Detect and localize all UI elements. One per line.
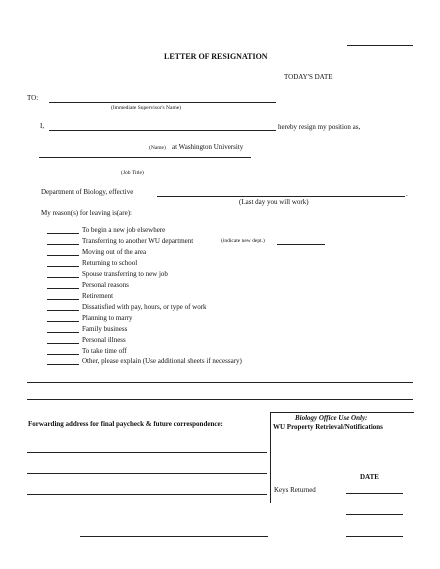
reason-item (47, 325, 347, 334)
reasons-heading: My reason(s) for leaving is(are): (41, 209, 132, 217)
to-label: TO: (27, 94, 39, 102)
reason-label: Personal illness (82, 336, 126, 344)
job-title-caption: (Job Title) (121, 170, 144, 176)
last-day-caption: (Last day you will work) (239, 198, 309, 206)
reason-checkbox-blank[interactable] (47, 364, 79, 365)
position-field[interactable] (39, 157, 251, 158)
address-line-1[interactable] (27, 452, 267, 453)
reason-label: Transferring to another WU department (82, 237, 194, 245)
reason-checkbox-blank[interactable] (47, 310, 79, 311)
employee-name-field[interactable] (49, 130, 276, 131)
reason-item (47, 347, 347, 356)
reason-label: Family business (82, 325, 128, 333)
reason-label: Planning to marry (82, 314, 133, 322)
office-date-label: DATE (360, 473, 379, 481)
supervisor-caption: (Immediate Supervisor's Name) (111, 105, 182, 111)
reason-label: Retirement (82, 292, 114, 300)
reason-label: To take time off (82, 347, 127, 355)
office-date-field-3[interactable] (346, 536, 403, 537)
department-text: Department of Biology, effective (41, 188, 134, 196)
reason-label: To begin a new job elsewhere (82, 226, 166, 234)
reason-item (47, 292, 347, 301)
signature-line[interactable] (80, 536, 268, 537)
keys-returned-label: Keys Returned (274, 486, 316, 494)
reason-checkbox-blank[interactable] (47, 332, 79, 333)
todays-date-label: TODAY'S DATE (284, 73, 333, 81)
reason-checkbox-blank[interactable] (47, 244, 79, 245)
effective-date-field[interactable] (157, 196, 405, 197)
reason-item (47, 259, 347, 268)
reason-checkbox-blank[interactable] (47, 255, 79, 256)
office-date-field-2[interactable] (346, 514, 403, 515)
explanation-line-2[interactable] (27, 399, 413, 400)
reason-label: Personal reasons (82, 281, 129, 289)
office-use-title: Biology Office Use Only: (295, 414, 368, 422)
reason-checkbox-blank[interactable] (47, 266, 79, 267)
new-dept-note: (indicate new dept.) (221, 238, 265, 244)
end-period: . (406, 190, 408, 198)
reason-checkbox-blank[interactable] (47, 354, 79, 355)
forwarding-heading: Forwarding address for final paycheck & future correspondence: (28, 420, 223, 428)
reason-item (47, 237, 347, 246)
reason-item (47, 314, 347, 323)
reason-label: Moving out of the area (82, 248, 147, 256)
reason-label: Spouse transferring to new job (82, 270, 168, 278)
reason-item (47, 336, 347, 345)
i-label: I, (40, 122, 45, 130)
name-prefix: (Name) (149, 145, 166, 151)
address-line-3[interactable] (27, 494, 267, 495)
reason-checkbox-blank[interactable] (47, 321, 79, 322)
explanation-line-1[interactable] (27, 382, 413, 383)
at-university-text: at Washington University (172, 143, 244, 151)
reason-label: Other, please explain (Use additional sheets if necessary) (82, 357, 242, 365)
reason-checkbox-blank[interactable] (47, 343, 79, 344)
keys-returned-date-field[interactable] (346, 493, 403, 494)
office-use-subtitle: WU Property Retrieval/Notifications (273, 423, 383, 431)
reason-item (47, 226, 347, 235)
supervisor-name-field[interactable] (49, 102, 276, 103)
top-right-line (347, 45, 413, 46)
reason-item (47, 270, 347, 279)
reason-label: Returning to school (82, 259, 138, 267)
reason-item (47, 248, 347, 257)
reason-checkbox-blank[interactable] (47, 277, 79, 278)
reason-item (47, 281, 347, 290)
reason-label: Dissatisfied with pay, hours, or type of work (82, 303, 207, 311)
page-title: LETTER OF RESIGNATION (164, 52, 268, 61)
new-dept-field[interactable] (277, 244, 325, 245)
reason-item (47, 303, 347, 312)
reason-checkbox-blank[interactable] (47, 233, 79, 234)
reason-checkbox-blank[interactable] (47, 288, 79, 289)
reason-item (47, 357, 347, 366)
reason-checkbox-blank[interactable] (47, 299, 79, 300)
resign-text: hereby resign my position as, (278, 123, 361, 131)
address-line-2[interactable] (27, 473, 267, 474)
